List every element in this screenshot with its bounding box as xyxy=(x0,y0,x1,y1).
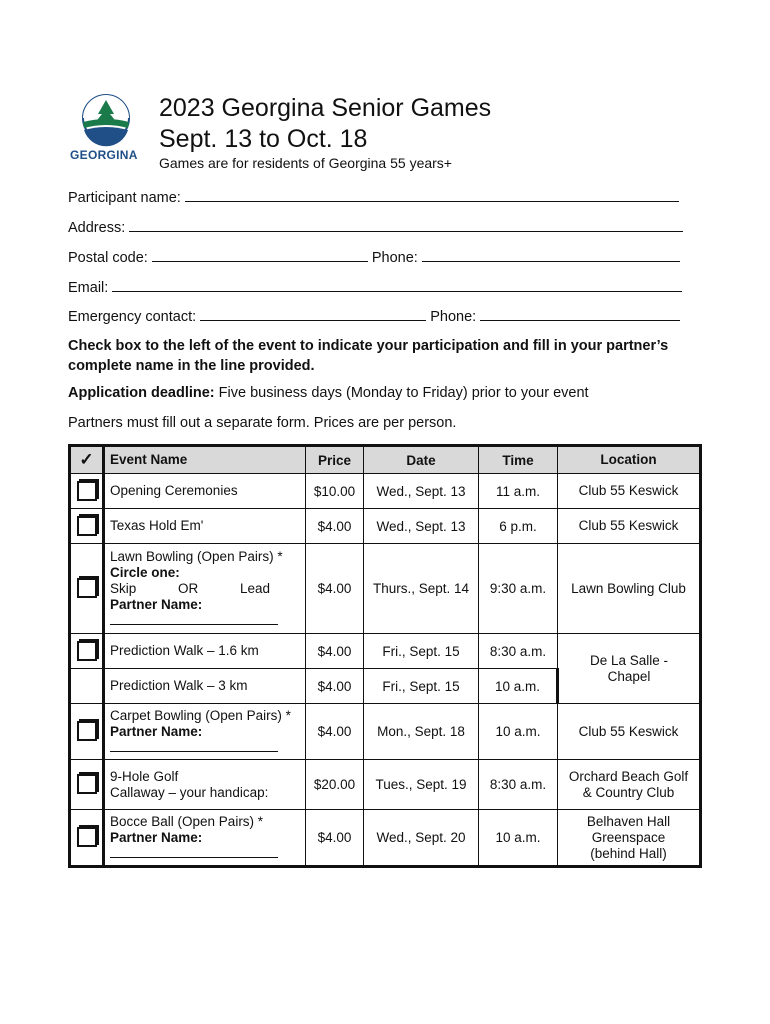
partner-label: Partner Name: xyxy=(110,596,203,612)
event-time: 9:30 a.m. xyxy=(479,544,558,634)
event-name: Bocce Ball (Open Pairs) * xyxy=(110,813,264,829)
header-date: Date xyxy=(364,446,479,474)
checkmark-header-icon: ✓ xyxy=(70,446,104,474)
event-location: Lawn Bowling Club xyxy=(558,544,701,634)
emergency-phone-field[interactable] xyxy=(480,308,680,321)
event-price: $4.00 xyxy=(306,810,364,867)
email-field[interactable] xyxy=(112,279,682,292)
handicap-label: Callaway – your handicap: xyxy=(110,784,269,800)
event-time: 8:30 a.m. xyxy=(479,634,558,669)
address-row xyxy=(68,219,683,236)
event-location: Club 55 Keswick xyxy=(558,474,701,509)
event-date: Fri., Sept. 15 xyxy=(364,669,479,704)
checkbox-instructions: Check box to the left of the event to indicate your participation and fill in your partner’s complete name in the line provided. xyxy=(68,338,669,374)
events-table xyxy=(68,444,702,868)
address-field[interactable] xyxy=(129,219,683,232)
event-name: Prediction Walk – 3 km xyxy=(104,669,306,704)
header-time: Time xyxy=(479,446,558,474)
event-price: $4.00 xyxy=(306,544,364,634)
event-price: $10.00 xyxy=(306,474,364,509)
event-price: $4.00 xyxy=(306,509,364,544)
phone-field[interactable] xyxy=(422,249,680,262)
event-price: $20.00 xyxy=(306,760,364,810)
participant-label: Participant name: xyxy=(68,190,181,206)
table-row xyxy=(70,810,701,867)
table-row xyxy=(70,509,701,544)
event-name: Opening Ceremonies xyxy=(104,474,306,509)
table-row xyxy=(70,544,701,634)
event-date: Fri., Sept. 15 xyxy=(364,634,479,669)
event-name-cell xyxy=(104,704,306,760)
location-line: (behind Hall) xyxy=(590,845,667,861)
deadline-text: Five business days (Monday to Friday) prior to your event xyxy=(214,385,589,401)
event-time: 6 p.m. xyxy=(479,509,558,544)
deadline-label: Application deadline: xyxy=(68,385,215,401)
partners-note: Partners must fill out a separate form. Prices are per person. xyxy=(68,415,457,431)
event-name-cell xyxy=(104,760,306,810)
event-checkbox[interactable] xyxy=(77,774,97,794)
event-price: $4.00 xyxy=(306,704,364,760)
event-date: Tues., Sept. 19 xyxy=(364,760,479,810)
circle-one-label: Circle one: xyxy=(110,564,180,580)
event-location xyxy=(558,760,701,810)
address-label: Address: xyxy=(68,220,126,236)
event-name: Carpet Bowling (Open Pairs) * xyxy=(110,707,291,723)
event-name: Lawn Bowling (Open Pairs) * xyxy=(110,548,283,564)
event-date: Mon., Sept. 18 xyxy=(364,704,479,760)
title-line-2: Sept. 13 to Oct. 18 xyxy=(159,125,368,153)
or-label: OR xyxy=(177,580,199,596)
application-deadline xyxy=(68,385,589,401)
postal-label: Postal code: xyxy=(68,250,148,266)
phone-label: Phone: xyxy=(371,250,418,266)
event-checkbox[interactable] xyxy=(77,481,97,501)
event-checkbox[interactable] xyxy=(77,641,97,661)
emergency-label: Emergency contact: xyxy=(68,309,197,325)
event-checkbox[interactable] xyxy=(77,516,97,536)
participant-row xyxy=(68,189,679,206)
event-time: 10 a.m. xyxy=(479,810,558,867)
emergency-phone-label: Phone: xyxy=(430,309,477,325)
event-location: Club 55 Keswick xyxy=(558,509,701,544)
event-date: Thurs., Sept. 14 xyxy=(364,544,479,634)
page-title xyxy=(159,93,491,155)
location-line: & Country Club xyxy=(582,784,675,800)
partner-name-field[interactable] xyxy=(110,614,278,625)
header-event: Event Name xyxy=(104,446,306,474)
table-header-row xyxy=(70,446,701,474)
lead-option[interactable]: Lead xyxy=(239,580,270,596)
event-date: Wed., Sept. 13 xyxy=(364,509,479,544)
location-line: Belhaven Hall xyxy=(586,813,671,829)
partner-name-field[interactable] xyxy=(110,847,278,858)
table-row xyxy=(70,634,701,669)
event-time: 8:30 a.m. xyxy=(479,760,558,810)
event-location: De La Salle - Chapel xyxy=(558,634,701,704)
event-checkbox[interactable] xyxy=(77,578,97,598)
table-row xyxy=(70,760,701,810)
eligibility-note: Games are for residents of Georgina 55 years+ xyxy=(159,155,452,171)
event-time: 10 a.m. xyxy=(479,704,558,760)
event-location: Club 55 Keswick xyxy=(558,704,701,760)
header-price: Price xyxy=(306,446,364,474)
emergency-contact-field[interactable] xyxy=(200,308,426,321)
position-choice xyxy=(110,581,270,597)
postal-code-field[interactable] xyxy=(152,249,368,262)
event-name-cell xyxy=(104,810,306,867)
event-time: 10 a.m. xyxy=(479,669,558,704)
postal-phone-row xyxy=(68,249,680,266)
event-name: 9-Hole Golf xyxy=(110,768,179,784)
event-location xyxy=(558,810,701,867)
event-date: Wed., Sept. 20 xyxy=(364,810,479,867)
partner-name-field[interactable] xyxy=(110,741,278,752)
event-checkbox[interactable] xyxy=(77,721,97,741)
email-row xyxy=(68,279,682,296)
logo-wordmark: GEORGINA xyxy=(70,148,138,162)
partner-label: Partner Name: xyxy=(110,829,203,845)
email-label: Email: xyxy=(68,280,109,296)
event-name: Texas Hold Em' xyxy=(104,509,306,544)
event-name: Prediction Walk – 1.6 km xyxy=(104,634,306,669)
location-line: Greenspace xyxy=(591,829,666,845)
location-line: Orchard Beach Golf xyxy=(568,768,689,784)
emergency-row xyxy=(68,308,680,325)
event-name-cell xyxy=(104,544,306,634)
participant-name-field[interactable] xyxy=(185,189,679,202)
event-date: Wed., Sept. 13 xyxy=(364,474,479,509)
table-row xyxy=(70,474,701,509)
partner-label: Partner Name: xyxy=(110,723,203,739)
event-time: 11 a.m. xyxy=(479,474,558,509)
event-price: $4.00 xyxy=(306,669,364,704)
event-checkbox[interactable] xyxy=(77,827,97,847)
table-row xyxy=(70,704,701,760)
header-location: Location xyxy=(558,446,701,474)
skip-option[interactable]: Skip xyxy=(110,580,137,596)
event-price: $4.00 xyxy=(306,634,364,669)
title-line-1: 2023 Georgina Senior Games xyxy=(159,94,492,122)
